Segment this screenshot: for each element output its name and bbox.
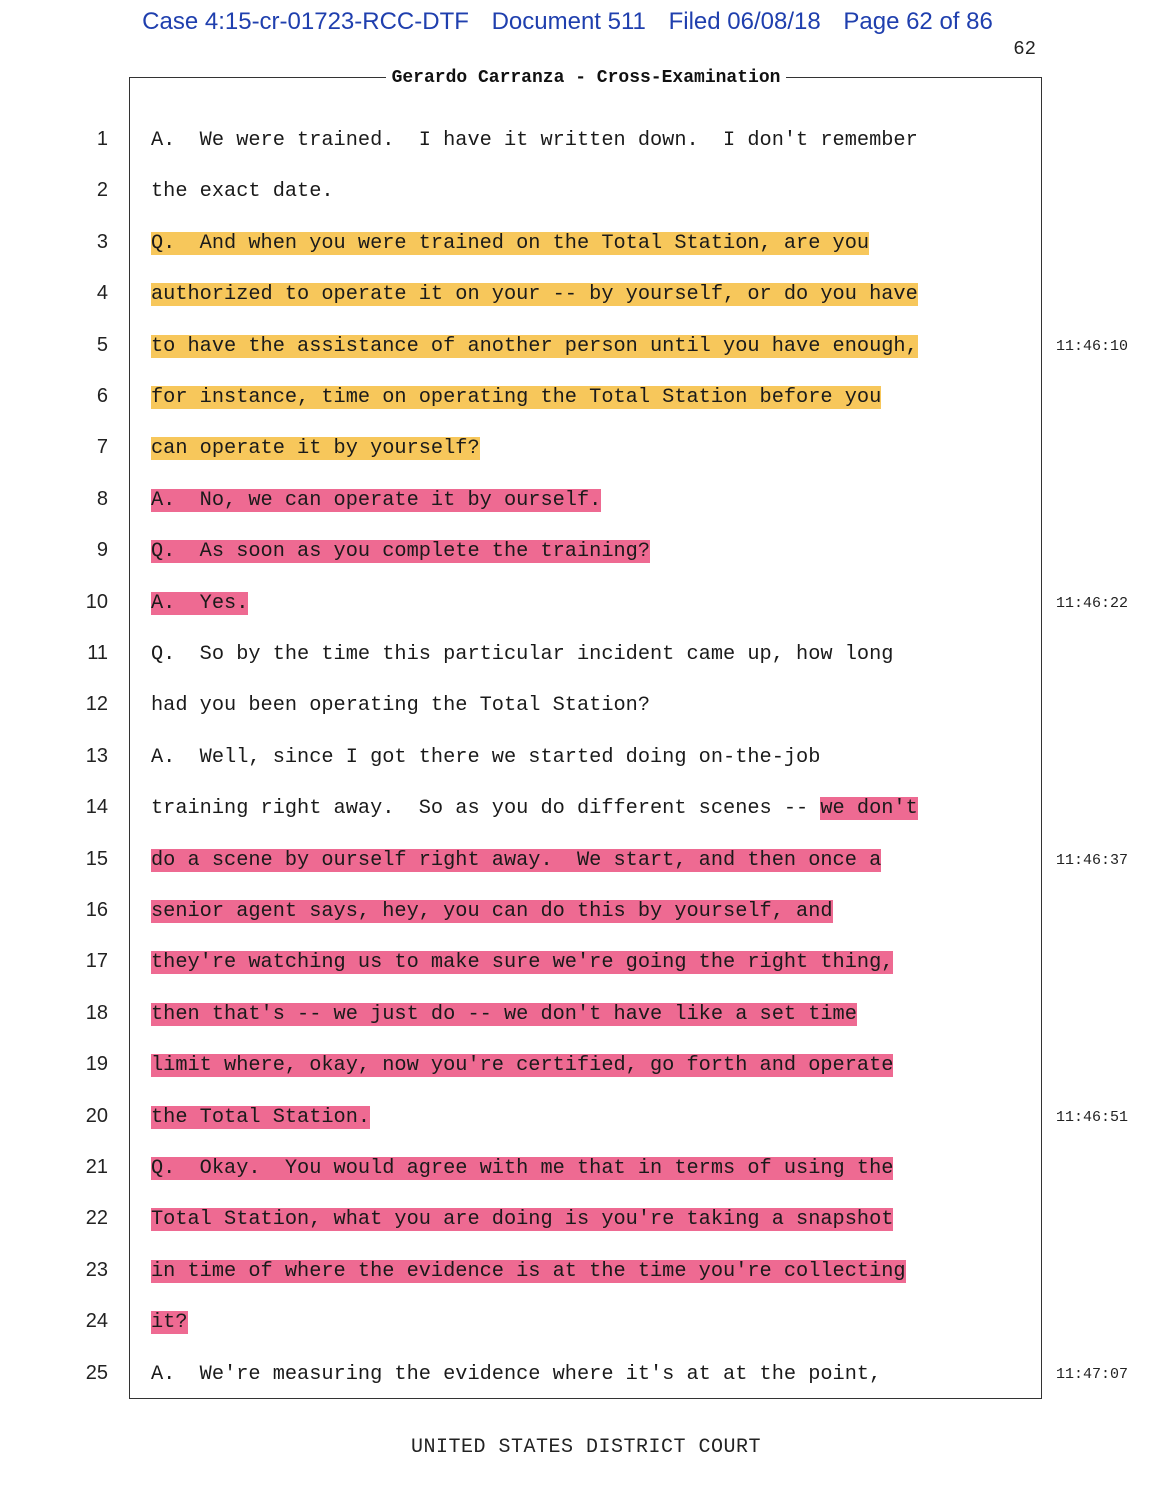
line-text xyxy=(151,589,248,619)
line-text xyxy=(151,794,918,824)
line-text xyxy=(151,897,833,927)
line-number: 11 xyxy=(87,642,108,664)
line-text xyxy=(151,434,480,464)
line-text xyxy=(151,1103,370,1133)
line-text xyxy=(151,1205,893,1235)
transcript-line xyxy=(0,1103,1170,1133)
line-number: 25 xyxy=(85,1361,108,1384)
transcript-line xyxy=(0,332,1170,362)
line-text xyxy=(151,383,881,413)
timestamp: 11:46:22 xyxy=(1056,594,1129,612)
line-text xyxy=(151,229,869,259)
line-number: 21 xyxy=(85,1156,108,1178)
line-text xyxy=(151,177,334,207)
highlighted-text: limit where, okay, now you're certified, go forth and operate xyxy=(151,1054,894,1078)
line-number: 4 xyxy=(96,282,108,305)
line-number: 1 xyxy=(96,128,108,150)
case-header xyxy=(0,8,1135,36)
transcript-line xyxy=(0,383,1170,413)
line-number: 17 xyxy=(85,950,108,973)
line-number: 3 xyxy=(96,230,108,253)
transcript-line xyxy=(0,794,1170,824)
line-number: 20 xyxy=(85,1104,108,1127)
section-title: Gerardo Carranza - Cross-Examination xyxy=(386,68,787,88)
line-number: 12 xyxy=(85,693,108,716)
highlighted-text: Q. As soon as you complete the training? xyxy=(151,540,650,564)
transcript-line xyxy=(0,177,1170,207)
line-text xyxy=(151,846,881,876)
section-title-wrap xyxy=(0,68,1170,88)
transcript-line xyxy=(0,434,1170,464)
line-number: 9 xyxy=(96,539,108,562)
line-number: 2 xyxy=(96,179,108,202)
timestamp: 11:46:10 xyxy=(1056,337,1129,355)
highlighted-text: they're watching us to make sure we're going the right thing, xyxy=(151,951,894,975)
highlighted-text: then that's -- we just do -- we don't have like a set time xyxy=(151,1002,857,1026)
highlighted-text: it? xyxy=(151,1311,188,1335)
highlighted-text: can operate it by yourself? xyxy=(151,437,480,461)
line-text xyxy=(151,332,918,362)
transcript-line xyxy=(0,1205,1170,1235)
line-text xyxy=(151,1000,857,1030)
line-number: 8 xyxy=(96,487,108,510)
timestamp: 11:46:37 xyxy=(1056,851,1129,869)
line-text xyxy=(151,280,918,310)
line-number: 22 xyxy=(85,1207,108,1230)
transcript-line xyxy=(0,126,1170,156)
line-text xyxy=(151,640,893,670)
transcript-line xyxy=(0,1000,1170,1030)
timestamp: 11:47:07 xyxy=(1056,1365,1129,1383)
highlighted-text: A. No, we can operate it by ourself. xyxy=(151,488,602,512)
transcript-line xyxy=(0,846,1170,876)
transcript-line xyxy=(0,486,1170,516)
transcript-page-number: 62 xyxy=(1013,38,1036,60)
line-text xyxy=(151,486,601,516)
transcript-line xyxy=(0,280,1170,310)
highlighted-text: Q. And when you were trained on the Total Station, are you xyxy=(151,231,870,255)
line-number: 13 xyxy=(85,744,108,767)
transcript-line xyxy=(0,537,1170,567)
text-segment: the exact date. xyxy=(151,180,334,204)
text-segment: A. Well, since I got there we started doing on-the-job xyxy=(151,745,821,769)
line-text xyxy=(151,1257,906,1287)
highlighted-text: senior agent says, hey, you can do this by yourself, and xyxy=(151,900,833,923)
page-of-total: Page 62 of 86 xyxy=(843,8,993,35)
transcript-line xyxy=(0,1154,1170,1184)
text-segment: training right away. So as you do different scenes -- xyxy=(151,797,821,821)
text-segment: A. We were trained. I have it written down. I don't remember xyxy=(151,129,918,152)
highlighted-text: to have the assistance of another person until you have enough, xyxy=(151,334,918,358)
transcript-line xyxy=(0,897,1170,927)
text-segment: had you been operating the Total Station? xyxy=(151,694,650,718)
line-number: 14 xyxy=(85,796,108,819)
line-text xyxy=(151,691,650,721)
line-number: 16 xyxy=(85,899,108,921)
transcript-line xyxy=(0,948,1170,978)
highlighted-text: for instance, time on operating the Total Station before you xyxy=(151,386,882,409)
line-text xyxy=(151,537,650,567)
text-segment: Q. So by the time this particular incident came up, how long xyxy=(151,643,894,666)
transcript-line xyxy=(0,1051,1170,1081)
line-text xyxy=(151,1051,893,1081)
case-number: Case 4:15-cr-01723-RCC-DTF xyxy=(142,8,469,35)
line-number: 24 xyxy=(85,1310,108,1333)
line-number: 19 xyxy=(85,1053,108,1076)
line-number: 7 xyxy=(96,436,108,459)
highlighted-text: we don't xyxy=(820,797,918,821)
document-number: Document 511 xyxy=(491,8,646,35)
highlighted-text: do a scene by ourself right away. We start, and then once a xyxy=(151,848,882,872)
transcript-line xyxy=(0,1257,1170,1287)
transcript-line xyxy=(0,743,1170,773)
line-number: 10 xyxy=(85,590,108,613)
line-number: 18 xyxy=(85,1001,108,1024)
line-text xyxy=(151,126,918,156)
filed-date: Filed 06/08/18 xyxy=(668,8,821,35)
court-footer: UNITED STATES DISTRICT COURT xyxy=(410,1436,762,1459)
transcript-line xyxy=(0,691,1170,721)
highlighted-text: the Total Station. xyxy=(151,1105,371,1129)
highlighted-text: A. Yes. xyxy=(151,591,249,615)
timestamp: 11:46:51 xyxy=(1056,1108,1129,1126)
line-number: 5 xyxy=(96,333,108,356)
transcript-line xyxy=(0,1308,1170,1338)
line-text xyxy=(151,948,893,978)
text-segment: A. We're measuring the evidence where it's at at the point, xyxy=(151,1362,882,1386)
transcript-line xyxy=(0,589,1170,619)
highlighted-text: authorized to operate it on your -- by yourself, or do you have xyxy=(151,283,918,307)
line-text xyxy=(151,743,820,773)
highlighted-text: Q. Okay. You would agree with me that in terms of using the xyxy=(151,1157,894,1180)
highlighted-text: Total Station, what you are doing is you're taking a snapshot xyxy=(151,1208,894,1232)
line-text xyxy=(151,1154,893,1184)
line-number: 6 xyxy=(96,385,108,407)
transcript-line xyxy=(0,1360,1170,1390)
line-number: 15 xyxy=(85,847,108,870)
highlighted-text: in time of where the evidence is at the time you're collecting xyxy=(151,1259,906,1283)
line-text xyxy=(151,1360,881,1390)
line-number: 23 xyxy=(85,1258,108,1281)
line-text xyxy=(151,1308,188,1338)
transcript-frame xyxy=(129,77,1042,1399)
transcript-line xyxy=(0,640,1170,670)
transcript-line xyxy=(0,229,1170,259)
